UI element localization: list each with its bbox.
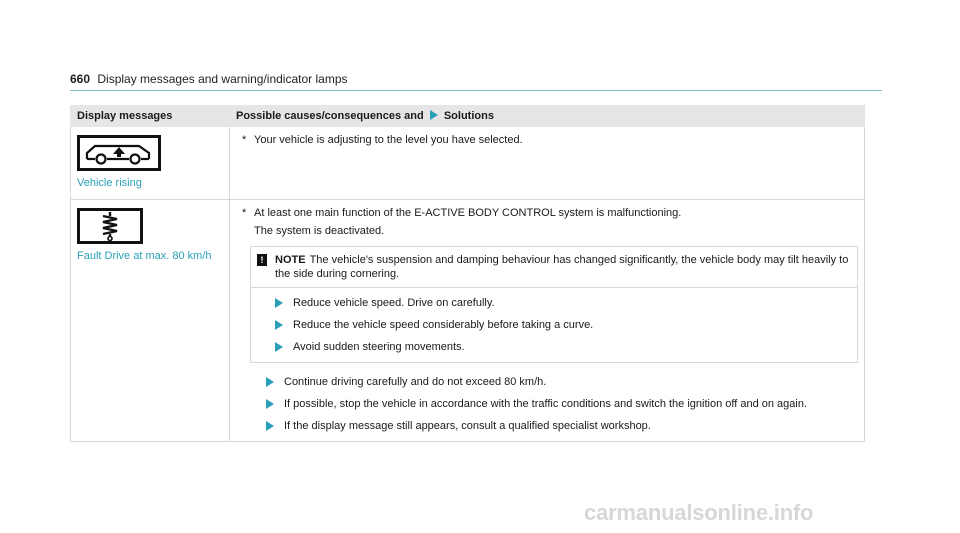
causes-cell <box>230 127 865 200</box>
warning-icon: ! <box>257 254 267 266</box>
step-text: If the display message still appears, consult a qualified specialist workshop. <box>284 420 651 432</box>
watermark: carmanualsonline.info <box>584 500 814 525</box>
note-steps <box>250 288 858 363</box>
page-number: 660 <box>70 72 91 86</box>
vehicle-rising-icon <box>77 135 161 171</box>
cause-text <box>236 206 858 220</box>
note-row <box>257 253 851 281</box>
message-caption: Fault Drive at max. 80 km/h <box>77 250 212 262</box>
solution-steps <box>236 363 858 433</box>
arrow-right-icon <box>266 399 274 409</box>
note-content <box>275 253 851 281</box>
note-title: NOTE <box>275 254 306 266</box>
header-divider <box>70 90 882 91</box>
arrow-right-icon <box>275 320 283 330</box>
step-text: Reduce the vehicle speed considerably before taking a curve. <box>293 319 594 331</box>
table-header-row <box>71 106 865 127</box>
message-caption: Vehicle rising <box>77 177 142 189</box>
header-causes-solutions <box>230 106 865 127</box>
table-row <box>71 127 865 200</box>
step-text: Continue driving carefully and do not exceed 80 km/h. <box>284 376 547 388</box>
note-box <box>250 246 858 288</box>
header-causes-label: Possible causes/consequences and <box>236 110 424 122</box>
arrow-right-icon <box>430 110 438 120</box>
cause-text-body: At least one main function of the E-ACTIVE BODY CONTROL system is malfunctioning. <box>254 207 682 219</box>
display-messages-table <box>70 105 865 442</box>
suspension-spring-icon <box>77 208 143 244</box>
list-item <box>266 397 858 411</box>
list-item <box>275 340 851 354</box>
header-solutions-label: Solutions <box>443 110 494 122</box>
list-item <box>275 296 851 310</box>
message-cell <box>71 127 230 200</box>
cause-text <box>236 133 858 147</box>
note-text: The vehicle's suspension and damping behaviour has changed significantly, the vehicle body may tilt heavily to the side during cornering. <box>275 254 849 280</box>
table-row <box>71 200 865 442</box>
step-text: If possible, stop the vehicle in accordance with the traffic conditions and switch the ignition off and on again. <box>284 398 808 410</box>
step-text: Reduce vehicle speed. Drive on carefully. <box>293 297 495 309</box>
arrow-right-icon <box>275 298 283 308</box>
step-text: Avoid sudden steering movements. <box>293 341 465 353</box>
cause-text-secondary: The system is deactivated. <box>254 225 385 237</box>
header-display-messages: Display messages <box>71 106 230 127</box>
list-item <box>275 318 851 332</box>
page-header <box>70 72 348 86</box>
cause-text-body: Your vehicle is adjusting to the level you have selected. <box>254 134 523 146</box>
arrow-right-icon <box>266 421 274 431</box>
arrow-right-icon <box>266 377 274 387</box>
message-cell <box>71 200 230 442</box>
list-item <box>266 375 858 389</box>
footnote-star: * <box>242 207 247 219</box>
page-title: Display messages and warning/indicator lamps <box>97 72 348 86</box>
causes-cell <box>230 200 865 442</box>
arrow-right-icon <box>275 342 283 352</box>
footnote-star: * <box>242 134 247 146</box>
list-item <box>266 419 858 433</box>
